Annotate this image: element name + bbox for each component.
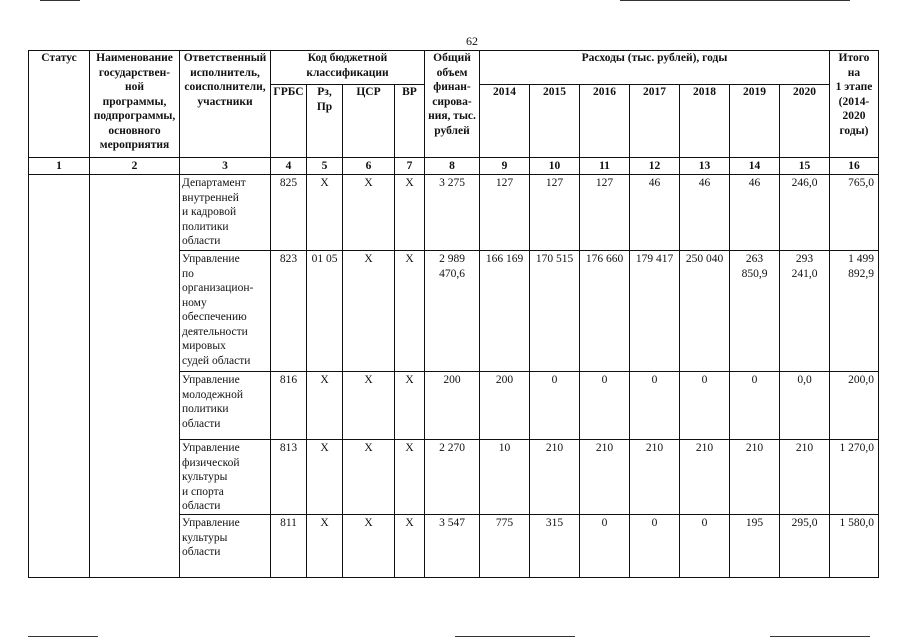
year-value-cell: 0: [680, 372, 730, 440]
column-number: 13: [680, 158, 730, 175]
bottom-edge-line-left: [28, 636, 98, 637]
year-value-cell: 179 417: [630, 251, 680, 372]
csr-cell: Х: [343, 515, 395, 578]
table-row: [29, 175, 879, 251]
column-number: 7: [395, 158, 425, 175]
top-edge-line-right: [620, 0, 850, 1]
vr-cell: Х: [395, 251, 425, 372]
budget-expenses-table: [28, 50, 879, 578]
column-number: 6: [343, 158, 395, 175]
stage-total-cell: 1 580,0: [830, 515, 879, 578]
column-number: 10: [530, 158, 580, 175]
vr-cell: Х: [395, 515, 425, 578]
grbs-cell: 813: [271, 440, 307, 515]
csr-cell: Х: [343, 175, 395, 251]
year-value-cell: 0: [580, 515, 630, 578]
year-value-cell: 195: [730, 515, 780, 578]
header-total-volume: Общий объем финан- сирова- ния, тыс. рублей: [425, 51, 480, 158]
program-name-cell: [90, 175, 180, 578]
stage-total-cell: 1 270,0: [830, 440, 879, 515]
year-value-cell: 0: [730, 372, 780, 440]
year-value-cell: 127: [480, 175, 530, 251]
column-number: 9: [480, 158, 530, 175]
rz-pr-cell: Х: [307, 440, 343, 515]
year-value-cell: 210: [580, 440, 630, 515]
header-status: Статус: [29, 51, 90, 158]
header-year: 2019: [730, 85, 780, 158]
header-rz-pr: Рз, Пр: [307, 85, 343, 158]
year-value-cell: 127: [530, 175, 580, 251]
header-year: 2017: [630, 85, 680, 158]
rz-pr-cell: Х: [307, 372, 343, 440]
vr-cell: Х: [395, 372, 425, 440]
column-number: 16: [830, 158, 879, 175]
rz-pr-cell: Х: [307, 515, 343, 578]
column-number: 15: [780, 158, 830, 175]
csr-cell: Х: [343, 440, 395, 515]
year-value-cell: 293 241,0: [780, 251, 830, 372]
total-volume-cell: 3 547: [425, 515, 480, 578]
page-number: 62: [466, 34, 478, 48]
rz-pr-cell: 01 05: [307, 251, 343, 372]
column-number: 12: [630, 158, 680, 175]
bottom-edge-line-mid: [455, 636, 575, 637]
total-volume-cell: 2 270: [425, 440, 480, 515]
grbs-cell: 816: [271, 372, 307, 440]
year-value-cell: 176 660: [580, 251, 630, 372]
column-number: 3: [180, 158, 271, 175]
column-number: 14: [730, 158, 780, 175]
header-program-name: Наименование государствен- ной программы, подпрограммы, основного мероприятия: [90, 51, 180, 158]
year-value-cell: 46: [680, 175, 730, 251]
year-value-cell: 0: [530, 372, 580, 440]
year-value-cell: 200: [480, 372, 530, 440]
total-volume-cell: 3 275: [425, 175, 480, 251]
header-year: 2016: [580, 85, 630, 158]
year-value-cell: 170 515: [530, 251, 580, 372]
header-budget-classification: Код бюджетной классификации: [271, 51, 425, 85]
year-value-cell: 263 850,9: [730, 251, 780, 372]
executor-cell: Управление по организацион- ному обеспечению деятельности мировых судей области: [180, 251, 271, 372]
rz-pr-cell: Х: [307, 175, 343, 251]
year-value-cell: 0,0: [780, 372, 830, 440]
bottom-edge-line-right: [770, 636, 870, 637]
header-year: 2018: [680, 85, 730, 158]
column-number-row: [29, 158, 879, 175]
total-volume-cell: 200: [425, 372, 480, 440]
year-value-cell: 0: [630, 515, 680, 578]
total-volume-cell: 2 989 470,6: [425, 251, 480, 372]
year-value-cell: 0: [630, 372, 680, 440]
header-year: 2020: [780, 85, 830, 158]
grbs-cell: 825: [271, 175, 307, 251]
year-value-cell: 210: [680, 440, 730, 515]
year-value-cell: 10: [480, 440, 530, 515]
stage-total-cell: 765,0: [830, 175, 879, 251]
csr-cell: Х: [343, 251, 395, 372]
executor-cell: Управление физической культуры и спорта области: [180, 440, 271, 515]
year-value-cell: 166 169: [480, 251, 530, 372]
header-year: 2014: [480, 85, 530, 158]
stage-total-cell: 200,0: [830, 372, 879, 440]
column-number: 4: [271, 158, 307, 175]
header-grbs: ГРБС: [271, 85, 307, 158]
column-number: 5: [307, 158, 343, 175]
stage-total-cell: 1 499 892,9: [830, 251, 879, 372]
executor-cell: Департамент внутренней и кадровой политики области: [180, 175, 271, 251]
year-value-cell: 775: [480, 515, 530, 578]
header-csr: ЦСР: [343, 85, 395, 158]
header-vr: ВР: [395, 85, 425, 158]
year-value-cell: 315: [530, 515, 580, 578]
year-value-cell: 46: [730, 175, 780, 251]
year-value-cell: 0: [680, 515, 730, 578]
year-value-cell: 210: [630, 440, 680, 515]
year-value-cell: 246,0: [780, 175, 830, 251]
year-value-cell: 250 040: [680, 251, 730, 372]
year-value-cell: 0: [580, 372, 630, 440]
csr-cell: Х: [343, 372, 395, 440]
executor-cell: Управление культуры области: [180, 515, 271, 578]
vr-cell: Х: [395, 440, 425, 515]
grbs-cell: 823: [271, 251, 307, 372]
column-number: 11: [580, 158, 630, 175]
column-number: 2: [90, 158, 180, 175]
header-executor: Ответственный исполнитель, соисполнители, участники: [180, 51, 271, 158]
year-value-cell: 46: [630, 175, 680, 251]
vr-cell: Х: [395, 175, 425, 251]
year-value-cell: 127: [580, 175, 630, 251]
status-cell: [29, 175, 90, 578]
year-value-cell: 210: [530, 440, 580, 515]
header-year: 2015: [530, 85, 580, 158]
executor-cell: Управление молодежной политики области: [180, 372, 271, 440]
year-value-cell: 210: [780, 440, 830, 515]
year-value-cell: 295,0: [780, 515, 830, 578]
header-expenses: Расходы (тыс. рублей), годы: [480, 51, 830, 85]
column-number: 8: [425, 158, 480, 175]
header-stage-total: Итого на 1 этапе (2014- 2020 годы): [830, 51, 879, 158]
column-number: 1: [29, 158, 90, 175]
top-edge-line-left: [40, 0, 80, 1]
grbs-cell: 811: [271, 515, 307, 578]
year-value-cell: 210: [730, 440, 780, 515]
